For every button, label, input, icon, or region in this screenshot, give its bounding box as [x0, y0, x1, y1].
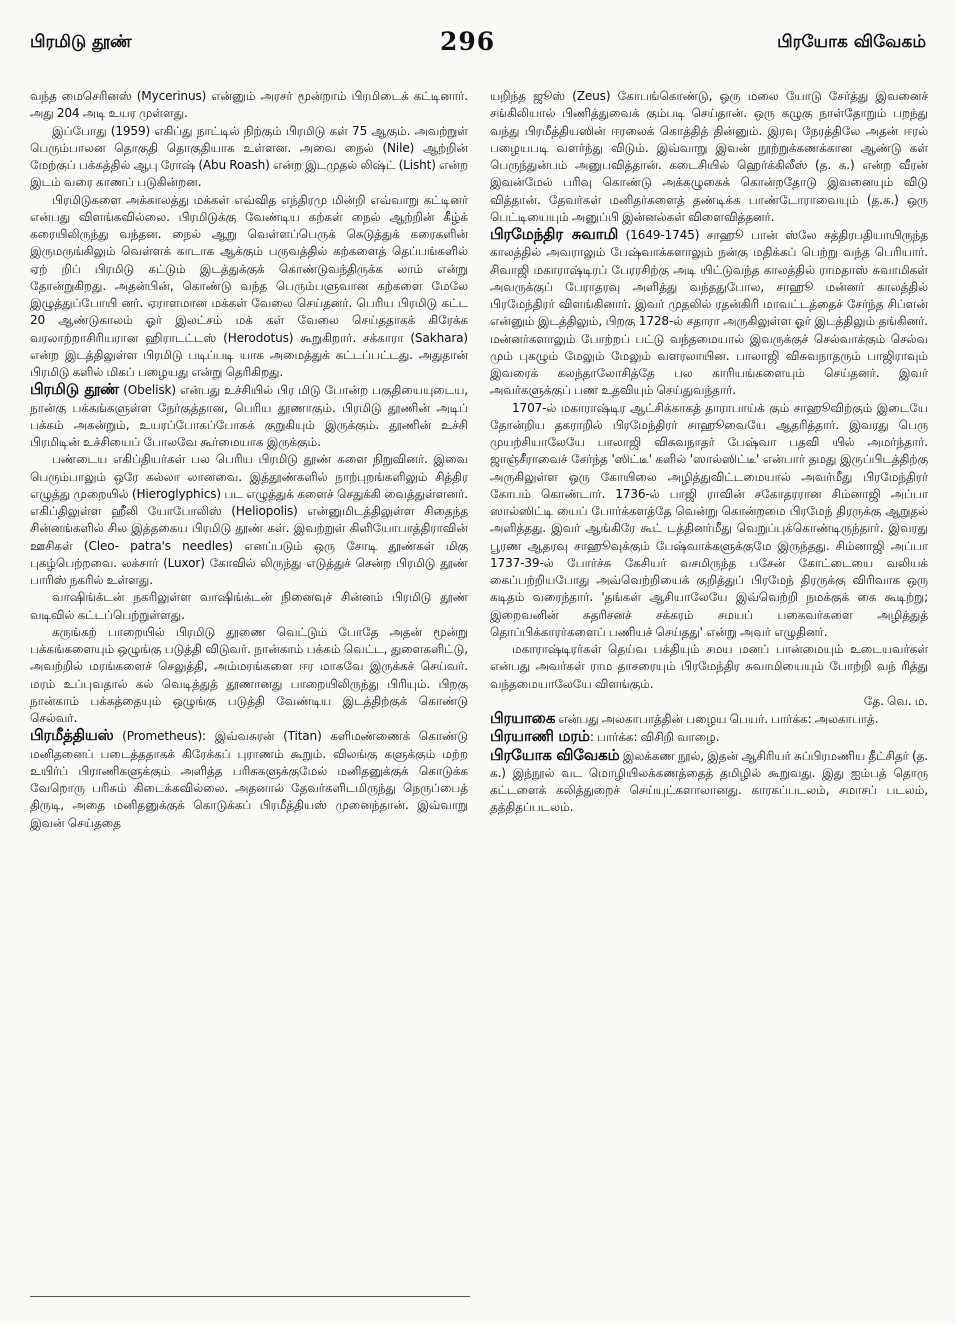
body-paragraph — [490, 400, 928, 642]
paragraph-text: 1707-ல் மகாராஷ்டிர ஆட்சிக்காகத் தாராபாய்க் கும் சாஹூவிற்கும் இடையே தோன்றிய தகராறில் பிரமேந்திரர் சாஹூவையே ஆதரித்தார். இவரது பெரு முயற்சியாலேயே பாலாஜி விசுவநாதர் பேஷ்வா பதவி யில் அமர்ந்தார். ஜாஞ்சீராவைச் சேர்ந்த 'ஸிட்டீ' களில் 'ஸால்ஸிட்டீ' என்பார் தமது இருப்பிடத்திற்கு அருகிலுள்ள ஒரு கோயிலை அழித்துவிட்டமையால் அவர்மீது பிரமேந்திரர் கோபம் கொண்டார். 1736-ல் பாஜி ராவின் சகோதரரான சிம்னாஜி அப்பா ஸால்ஸிட்டி யைப் போர்க்களத்தே வென்று கொன்றமை பிரமேந் திரருக்கு ஆறுதல் அளித்தது. இவர் ஆங்கிரே கூட் டத்தினர்மீது வெறுப்புக்கொண்டிருந்தார். இவரது பூரண ஆதரவு சாஹூவுக்கும் பேஷ்வாக்களுக்குமே இருந்தது. சிம்னாஜி அப்பா 1737-39-ல் போர்ச்சு கேசியர் வசமிருந்த பசேன் கோட்டையை வலியக் கைப்பற்றியபோது அவ்வெற்றியைக் குறித்துப் பிரமேந் திரருக்கு விரிவாக ஒரு கடிதம் வரைந்தார். 'தங்கள் ஆசியாலேயே இவ்வெற்றி நமக்குக் கை கூடிற்று; இறைவனின் சுதரிசனச் சக்கரம் சமயப் பகைவர்களை அழித்துத் தொப்பிக்காரர்களைப் பணியச் செய்தது' என்று அவர் எழுதினர். — [490, 400, 928, 639]
author-initials: தே. வெ. ம. — [863, 693, 928, 708]
entry-paragraph — [30, 727, 468, 832]
paragraph-text: வந்த மைசெரினஸ் (Mycerinus) என்னும் அரசர் மூன்றாம் பிரமிடைக் கட்டினார். அது 204 அடி உயர முள்ளது. — [30, 89, 468, 121]
entry-paragraph — [490, 747, 928, 817]
paragraph-text: மகாராஷ்டிரர்கள் தெய்வ பக்தியும் சமய மனப் பான்மையும் உடையவர்கள் என்பது அவர்கள் ராம தாசரையும் பிரமேந்திர சுவாமியையும் போற்றி வந் ரித்து வந்தமையாலேயே விளங்கும். — [490, 642, 928, 691]
body-paragraph — [30, 624, 468, 728]
header-right-term: பிரயோக விவேகம் — [777, 32, 926, 52]
body-paragraph — [30, 451, 468, 589]
body-paragraph — [490, 88, 928, 226]
entry-headword: பிரமீத்தியஸ் — [30, 726, 114, 745]
entry-paragraph — [490, 710, 928, 728]
entry-paragraph — [490, 226, 928, 400]
paragraph-text: இப்போது (1959) எகிப்து நாட்டில் நிற்கும் பிரமிடு கள் 75 ஆகும். அவற்றுள் பெரும்பாலன தொகுதி தொகுதியாக உள்ளன. அவை நைல் (Nile) ஆற்றின் மேற்குப் பக்கத்தில் ஆபு ரோஷ் (Abu Roash) என்ற இடமுதல் லிஷ்ட் (Lisht) என்ற இடம் வரை காணப் படுகின்றன. — [30, 123, 468, 190]
paragraph-text: என்பது அலகாபாத்தின் பழைய பெயர். பார்க்க: அலகாபாத். — [555, 712, 879, 726]
entry-headword: பிரயாகை — [490, 709, 556, 727]
paragraph-text: (Obelisk) என்பது உச்சியில் பிர மிடு போன்ற பகுதியையுடைய, நான்கு பக்கங்களுள்ள நேர்குத்தான, பெரிய தூணாகும். பிரமிடு தூணின் அடிப் பக்கம் அகன்றும், உயரப்போகப்போகக் குறுகியும் இருக்கும். தூணின் உச்சி பிரமிடின் உச்சியைப் போலவே கூர்மையாக இருக்கும். — [30, 383, 468, 449]
page-number: 296 — [440, 27, 496, 56]
entry-headword: பிரயாணி மரம் — [490, 727, 590, 746]
paragraph-text: (1649-1745) சாஹூ பான் ஸ்லே சத்திரபதியாயிருந்த காலத்தில் அவராலும் பேஷ்வாக்களாலும் நன்கு மதிக்கப் பெற்று வந்த பெரியார். சிவாஜி மகாராஷ்டிரப் பேரரசிற்கு அடி யிட்டுவந்த காலத்தில் ராமதாஸ் சுவாமிகள் அவருக்குப் பேராதரவு அளித்து வந்ததுபோல, சாஹூ மன்னர் காலத்தில் பிரமேந்திரர் விளங்கினார். இவர் முதலில் ரதன்கிரி மாவட்டத்தைச் சேர்ந்த சிப்ளன் என்னும் இடத்திலும், பிறகு 1728-ல் சதாரா அருகிலுள்ள ஓர் இடத்திலும் தங்கினர். மன்னர்களாலும் போற்றப் பட்டு வந்தமையால் இவருக்குச் செல்வாக்கும் செல்வ மும் புகழும் மேலும் மேலும் வளரலாயின. பாலாஜி விசுவநாதரும் பாஜிராவும் இவரைக் கலந்தாலோசித்தே பல காரியங்களையும் செய்தனர். இவர் அவர்களுக்குப் பண உதவியும் செய்துவந்தார். — [490, 228, 929, 398]
paragraph-text: வாஷிங்க்டன் நகரிலுள்ள வாஷிங்க்டன் நினைவுச் சின்னம் பிரமிடு தூண் வடிவில் கட்டப்பெற்றுள்ளது. — [30, 590, 468, 622]
entry-headword: பிரயோக விவேகம் — [490, 745, 620, 764]
body-paragraph — [30, 589, 468, 624]
paragraph-text: கருங்கற் பாறையில் பிரமிடு தூணை வெட்டும் போதே அதன் மூன்று பக்கங்களையும் ஒழுங்கு படுத்தி விடுவர். நான்காம் பக்கம் வெட்ட, துளைகளிட்டு, அவற்றில் மரங்களைச் செலுத்தி, அம்மரங்களை ஈர மாகவே இருக்கச் செய்வர். மரம் உப்புவதால் கல் வெடித்துத் தூணானது பாறையிலிருந்து பிரியும். பிறகு நான்காம் பக்கத்தையும் ஒழுங்கு படுத்தி வேண்டிய இடத்திற்குக் கொண்டு செல்வர். — [30, 624, 468, 725]
entry-headword: பிரமிடு தூண் — [30, 380, 120, 399]
entry-paragraph — [30, 381, 468, 451]
paragraph-text: இலக்கண நூல், இதன் ஆசிரியர் சுப்பிரமணிய தீட்சிதர் (த. க.) இந்நூல் வட மொழியிலக்கணத்தைத் தமிழில் கூறுவது. இது ஐம்பத் தொரு கட்டளைக் கலித்துறைச் செய்யுட்களாலானது. காரகப்படலம், சமாசப் படலம், தத்திதப்படலம். — [490, 748, 928, 815]
entry-headword: பிரமேந்திர சுவாமி — [490, 225, 619, 243]
left-column — [30, 88, 468, 832]
body-paragraph — [30, 88, 468, 123]
paragraph-text: (Prometheus): இவ்வசுரன் (Titan) களிமண்ணைக் கொண்டு மனிதனைப் படைத்ததாகக் கிரேக்கப் புராணம் கூறும். விலங்கு களுக்கும் மற்ற உயிர்ப் பிராணிகளுக்கும் அளித்த பரிசுகளுக்குமேல் மனிதனுக்குக் கொடுக்க வேறொரு பரிசும் கிடைக்கவில்லை. அதனால் தேவர்களிடமிருந்து நெருப்பைத் திருடி, அதை மனிதனுக்குக் கொடுக்கப் பிரமீத்தியஸ் முனைந்தான். இவ்வாறு இவன் செய்ததை — [30, 729, 468, 830]
body-paragraph — [30, 192, 468, 382]
paragraph-text: : பார்க்க: விசிறி வாழை. — [589, 730, 720, 745]
body-paragraph — [30, 123, 468, 192]
body-paragraph — [490, 641, 928, 710]
right-column — [490, 88, 928, 817]
header-left-term: பிரமிடு தூண் — [30, 32, 132, 52]
running-header — [0, 27, 956, 66]
bottom-rule — [30, 1296, 470, 1297]
paragraph-text: பிரமிடுகளை அக்காலத்து மக்கள் எவ்வித எந்திரமு மின்றி எவ்வாறு கட்டினர் என்பது விளங்கவில்லை. பிரமிடுக்கு வேண்டிய கற்கள் நைல் ஆற்றின் கீழ்க் கரையிலிருந்து வந்தன. நைல் ஆறு வெள்ளப்பெருக் கெடுத்துக் கரைகளின் இருமருங்கிலும் வெள்ளக் காடாக ஆக்கும் பருவத்தில் கற்களைத் தெப்பங்களில் ஏற் றிப் பிரமிடு கட்டும் இடத்துக்குக் கொண்டுவந்திருக்க லாம் என்று தோன்றுகிறது. அதன்பின், கொண்டு வந்த பெரும்பளுவான கற்களை மேலே இழுத்துப்போயி னர். ஏராளமான மக்கள் வேலை செய்தனர். பெரிய பிரமிடு கட்ட 20 ஆண்டுகாலம் ஓர் இலட்சம் மக் கள் வேலை செய்ததாகக் கிரேக்க வரலாற்றாசிரியரான ஹிராடட்டஸ் (Herodotus) கூறுகிறார். சக்காரா (Sakhara) என்ற இடத்திலுள்ள பிரமிடு படிப்படி யாக அமைத்துக் கட்டப்பட்டது. அதுதான் பிரமிடு களில் மிகப் பழையது என்று தெரிகிறது. — [30, 192, 468, 379]
paragraph-text: பண்டைய எகிப்தியர்கள் பல பெரிய பிரமிடு தூண் களை நிறுவினர். இவை பெரும்பாலும் ஒரே கல்லா லானவை. இத்தூண்களில் நாற்புறங்களிலும் சித்திர எழுத்து முறையில் (Hieroglyphics) பட எழுத்துக் களைச் செதுக்கி வைத்துள்ளனர். எகிப்திலுள்ள ஹீலி யோபோலிஸ் (Heliopolis) என்னுமிடத்திலுள்ள சிதைந்த சின்னங்களில் சில இத்தகைய பிரமிடு தூண் கள். இவற்றுள் கிளியோபாத்திராவின் ஊசிகள் (Cleo- patra's needles) எனப்படும் ஒரு சோடி தூண்கள் மிகு புகழ்பெற்றவை. லக்சார் (Luxor) கோவில் லிருந்து எடுத்துச் சென்ற பிரமிடு தூண் பாரிஸ் நகரில் உள்ளது. — [30, 452, 468, 587]
paragraph-text: யறிந்த ஜூஸ் (Zeus) கோபங்கொண்டு, ஒரு மலை யோடு சேர்த்து இவனைச் சங்கிலியால் பிணித்துவைக் கும்படி செய்தான். ஒரு கழுகு நாள்தோறும் பறந்து வந்து பிரமீத்தியஸின் ஈரலைக் கொத்தித் தின்னும். இரவு நேரத்திலே அதன் ஈரல் பழையபடி வளர்ந்து விடும். இவ்வாறு இவன் நூற்றுக்கணக்கான ஆண்டு கள் பெருந்துன்பம் அனுபவித்தான். கடைசியில் ஹெர்க்கிலீஸ் (த. க.) என்ற வீரன் இவன்மேல் பரிவு கொண்டு அக்கழுகைக் கொன்றதோடு இவனையும் விடு வித்தான். தேவர்கள் மனிதர்களைத் தண்டிக்க பாண்டோராவையும் (த.க.) ஒரு பெட்டியையும் அனுப்பி இன்னல்கள் விளைவித்தனர். — [490, 89, 928, 224]
entry-paragraph — [490, 728, 928, 746]
